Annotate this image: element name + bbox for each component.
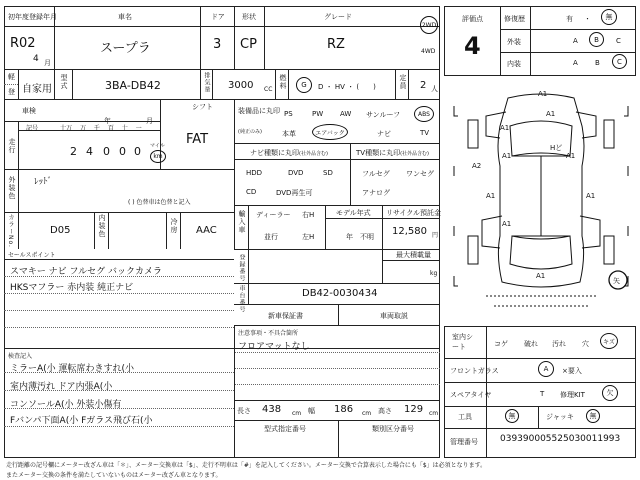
interior-label: 内装 <box>507 60 521 68</box>
month-unit: 月 <box>44 59 51 67</box>
notes-label: 注意事項・不具合箇所 <box>238 330 299 337</box>
equip-ps: PS <box>284 110 293 118</box>
import-left-hand: 左H <box>302 233 315 241</box>
shift-value: FAT <box>186 132 209 147</box>
equip-navi: ナビ <box>377 130 391 138</box>
mileage-unit-headings: 十万 万 千 百 十 一 <box>60 125 142 132</box>
mark-left-fender: A2 <box>472 162 482 170</box>
sales-point-line-1: スマキー ナビ フルセグ バックカメラ <box>10 267 163 277</box>
first-reg-month: 4 <box>33 54 39 64</box>
warranty-book: 新車保証書 <box>268 312 303 320</box>
height-label: 高さ <box>378 407 392 415</box>
inspection-line-4: Fバンパ下面A(小 Fガラス飛び石(小 <box>10 416 153 426</box>
mark-front-bumper: A1 <box>538 90 548 98</box>
tv-fullseg: フルセグ <box>362 170 390 178</box>
exterior-label: 外装 <box>507 38 521 46</box>
seat-tear: 破れ <box>524 340 538 348</box>
import-parallel: 並行 <box>264 233 278 241</box>
interior-a: A <box>573 59 578 67</box>
usage-light: 軽 <box>8 73 15 81</box>
grade-label: グレード <box>324 13 352 21</box>
mileage-label: 走行 <box>8 138 16 154</box>
spare-label: スペアタイヤ <box>450 391 492 399</box>
equip-aw: AW <box>340 110 352 118</box>
tv-title: TV種類に丸印(社外品含む) <box>356 149 429 157</box>
mileage-note-label: 記号 <box>26 125 39 132</box>
exterior-c: C <box>616 37 621 45</box>
footer-note-1: 走行距離の記号欄にメーター改ざん車は「＊」、メーター交換車は「$」、走行不明車は「#」を記入してください。メーター交換で合算表示した場合にも「$」は必須となります。 <box>6 462 487 469</box>
length-unit: cm <box>292 410 302 417</box>
displacement-value: 3000 <box>228 80 254 91</box>
mileage-digit-2: 4 <box>86 145 93 158</box>
spare-repair-kit: 修理KIT <box>560 391 585 399</box>
color-code-label: カラーNo. <box>7 214 14 248</box>
equip-sunroof: サンルーフ <box>366 111 401 119</box>
car-name: スープラ <box>100 41 151 56</box>
mileage-digit-3: 0 <box>103 145 110 158</box>
chassis-number: DB42-0030434 <box>302 288 378 299</box>
glass-a-circled: A <box>538 361 554 377</box>
height-unit: cm <box>429 410 439 417</box>
interior-c-circled: C <box>612 54 627 69</box>
mileage-digit-4: 0 <box>119 145 126 158</box>
mileage-digit-5: 0 <box>134 145 141 158</box>
grade-value: RZ <box>327 37 345 52</box>
width-unit: cm <box>362 410 372 417</box>
import-label: 輸入車 <box>238 210 246 234</box>
fuel-label: 燃料 <box>279 74 287 90</box>
tools-none-circled: 無 <box>505 409 519 423</box>
mark-spare-circle: 矢 <box>613 277 620 285</box>
seat-stain: 汚れ <box>552 340 566 348</box>
interior-color-label: 内装色 <box>98 214 106 238</box>
color-code: D05 <box>50 225 71 236</box>
usage-registered: 登 <box>8 88 15 96</box>
navi-title: ナビ種類に丸印(社外品含む) <box>250 149 328 157</box>
mileage-digit-1: 2 <box>70 145 77 158</box>
recycle-label: リサイクル預託金 <box>386 209 442 217</box>
exterior-b-circled: B <box>589 32 604 47</box>
navi-cd: CD <box>246 188 257 196</box>
glass-label: フロントガラス <box>450 367 499 375</box>
inspection-notes-label: 検査記入 <box>8 353 33 360</box>
sales-point-line-2: HKSマフラー 赤内装 純正ナビ <box>10 283 134 293</box>
width-label: 幅 <box>308 407 315 415</box>
equip-abs-circled: ABS <box>414 106 434 122</box>
length-label: 長さ <box>237 407 251 415</box>
jack-label: ジャッキ <box>546 413 574 421</box>
first-reg-year: R02 <box>10 36 36 51</box>
mark-roof: Hど <box>550 144 563 152</box>
mark-rear-right: A1 <box>586 192 596 200</box>
max-load-kg: kg <box>430 270 438 277</box>
drive-2wd-circled: 2WD <box>420 16 438 34</box>
navi-dvd: DVD <box>288 169 304 177</box>
mark-left-door: A1 <box>502 152 512 160</box>
evaluation-score: 4 <box>464 32 481 60</box>
owner-manual: 車両取説 <box>380 312 408 320</box>
mark-front-left: A1 <box>500 124 510 132</box>
length-value: 438 <box>262 404 282 415</box>
class-number-label: 類別区分番号 <box>372 425 414 433</box>
mark-hood: A1 <box>546 110 556 118</box>
displacement-label: 排気量 <box>203 72 210 93</box>
repair-none-circled: 無 <box>601 9 617 25</box>
import-dealer: ディーラー <box>256 211 291 219</box>
aircon-value: AAC <box>196 225 217 236</box>
body-shape: CP <box>240 37 257 52</box>
capacity-value: 2 <box>420 80 427 91</box>
import-right-hand: 右H <box>302 211 315 219</box>
equip-pw: PW <box>312 110 324 118</box>
management-number: 039390005525030011993 <box>500 434 621 444</box>
max-load-label: 最大積載量 <box>396 251 431 259</box>
exterior-a: A <box>573 37 578 45</box>
height-value: 129 <box>404 404 424 415</box>
shape-label: 形状 <box>242 13 256 21</box>
notes-line-1: フロアマットなし <box>238 342 310 352</box>
cc-unit: CC <box>264 86 273 93</box>
equip-tv: TV <box>420 129 430 137</box>
km-unit-circled: km <box>150 150 166 163</box>
car-name-label: 車名 <box>118 13 132 21</box>
model-label: 型式 <box>60 74 68 90</box>
fuel-gasoline-circled: G <box>296 77 312 93</box>
mark-trunk: A1 <box>536 272 546 280</box>
recycle-yen: 円 <box>432 232 439 239</box>
inspection-month: 月 <box>146 117 153 125</box>
capacity-label: 定員 <box>399 74 407 90</box>
inspection-line-2: 室内薄汚れ ドア内張A(小 <box>10 382 113 392</box>
navi-sd: SD <box>323 169 333 177</box>
seat-hole: 穴 <box>582 340 589 348</box>
chassis-label: 車台番号 <box>238 285 245 313</box>
repair-yes: 有 <box>566 15 573 23</box>
interior-b: B <box>595 59 600 67</box>
mark-rear-quarter: A1 <box>502 220 512 228</box>
aircon-label: 冷房 <box>170 218 178 234</box>
mile-unit: マイル <box>150 143 165 149</box>
inspection-line-3: コンソールA(小 外装小傷有 <box>10 400 122 410</box>
first-reg-label: 初年度登録年月 <box>8 13 57 21</box>
mark-rear-left: A1 <box>486 192 496 200</box>
usage-value: 自家用 <box>22 84 52 95</box>
tools-label: 工具 <box>458 413 472 421</box>
seat-burn: コゲ <box>494 340 508 348</box>
fuel-diesel: D ・ HV ・ ( ) <box>318 83 376 91</box>
equipment-note: (純正のみ) <box>238 129 262 135</box>
damage-diagram <box>446 86 636 326</box>
model-year-value: 年 不明 <box>346 233 374 241</box>
spare-missing-circled: 欠 <box>602 385 618 401</box>
management-label: 管理番号 <box>450 438 478 446</box>
door-label: ドア <box>211 13 225 21</box>
capacity-unit: 人 <box>431 85 438 93</box>
color-change-note: ( ) 色替車は色替と記入 <box>128 199 191 206</box>
equipment-title: 装備品に丸印 <box>238 107 280 115</box>
door-count: 3 <box>213 37 222 52</box>
inspection-label: 車検 <box>22 107 36 115</box>
repair-label: 修復歴 <box>504 15 525 23</box>
spare-tire: T <box>540 390 545 398</box>
model-year-label: モデル年式 <box>336 209 371 217</box>
score-label: 評価点 <box>462 15 483 23</box>
recycle-fee: 12,580 <box>392 226 427 237</box>
width-value: 186 <box>334 404 354 415</box>
tv-oneseg: ワンセグ <box>406 170 434 178</box>
model-code: 3BA-DB42 <box>105 79 161 92</box>
navi-hdd: HDD <box>246 169 263 177</box>
equip-airbag-circled: エアバック <box>312 124 348 140</box>
equip-leather: 本革 <box>282 130 296 138</box>
glass-replace: ×要入 <box>562 367 582 375</box>
seat-scratch-circled: キズ <box>600 333 618 349</box>
type-cert-label: 型式指定番号 <box>264 425 306 433</box>
sales-points-label: セールスポイント <box>8 252 56 259</box>
drive-4wd: 4WD <box>421 48 436 55</box>
shift-label: シフト <box>192 103 213 111</box>
jack-none-circled: 無 <box>586 409 600 423</box>
exterior-color-label: 外装色 <box>8 176 16 200</box>
navi-dvd-playback: DVD再生可 <box>276 189 313 197</box>
plate-label: 登録番号 <box>238 254 245 282</box>
inspection-line-1: ミラーA(小 運転席わきすれ(小 <box>10 364 135 374</box>
footer-note-2: またメーター交換の条件を満たしていないものはメーター改ざん車となります。 <box>6 472 222 479</box>
tv-analog: アナログ <box>362 189 390 197</box>
inspection-year: 年 <box>104 117 111 125</box>
mark-right-door: A1 <box>566 152 576 160</box>
exterior-color: ﾚｯﾄﾞ <box>34 177 53 187</box>
seat-label: 室内シート <box>452 333 473 351</box>
